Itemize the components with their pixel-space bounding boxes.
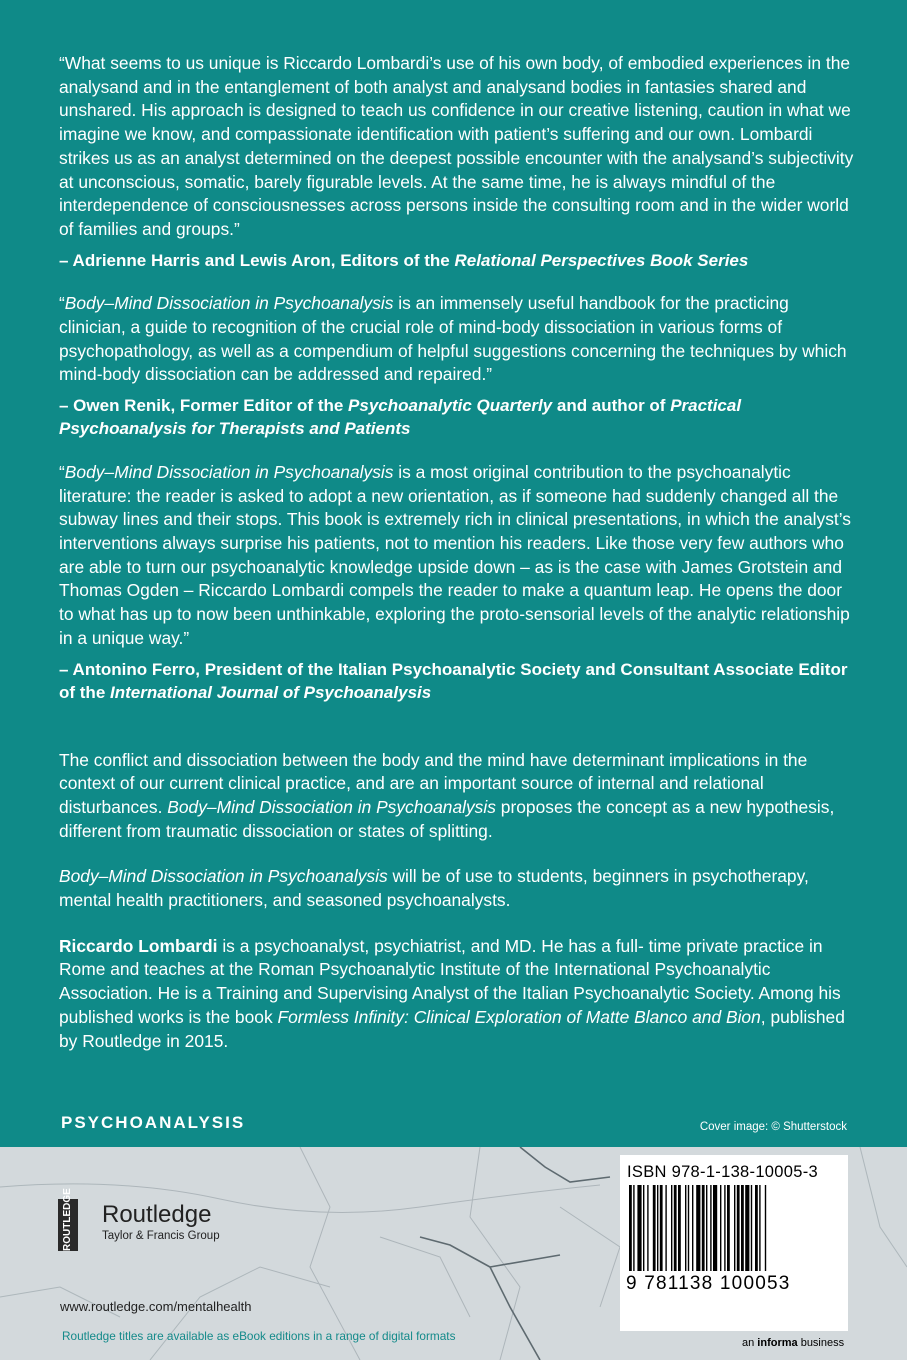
isbn-barcode-box — [620, 1155, 848, 1331]
ebook-note: Routledge titles are available as eBook editions in a range of digital formats — [62, 1329, 456, 1343]
cover-credit: Cover image: © Shutterstock — [699, 1121, 847, 1133]
publisher-name: Routledge — [102, 1201, 212, 1228]
author-name: Riccardo Lombardi — [59, 935, 218, 956]
subject-category: PSYCHOANALYSIS — [61, 1113, 246, 1132]
barcode-digits: 9 781138 100053 — [626, 1273, 791, 1294]
audience-paragraph: Body–Mind Dissociation in Psychoanalysis will be of use to students, beginners in psychotherapy, mental health practitioners, and seasoned psychoanalysts. — [59, 866, 809, 911]
routledge-mark: ROUTLEDGE — [58, 1199, 78, 1251]
publisher-group: Taylor & Francis Group — [102, 1230, 220, 1242]
author-bio: Riccardo Lombardi is a psychoanalyst, psychiatrist, and MD. He has a full- time private practice in Rome and teaches at the Roman Psychoanalytic Institute of the International Psychoanalytic Association. He is a Training and Supervising Analyst of the Italian Psychoanalytic Society. Among his published works is the book Formless Infinity: Clinical Exploration of Matte Blanco and Bion, published by Routledge in 2015. — [59, 935, 845, 1051]
publisher-url[interactable]: www.routledge.com/mentalhealth — [60, 1299, 252, 1314]
endorsement-attribution: – Antonino Ferro, President of the Italian Psychoanalytic Society and Consultant Associate Editor of the International Journal of Psychoanalysis — [59, 659, 848, 703]
informa-business: an informa business — [742, 1337, 845, 1349]
text-column — [59, 52, 859, 1053]
barcode-icon — [627, 1185, 841, 1277]
endorsement-attribution: – Owen Renik, Former Editor of the Psychoanalytic Quarterly and author of Practical Psychoanalysis for Therapists and Patients — [59, 395, 742, 439]
endorsement-quote: “Body–Mind Dissociation in Psychoanalysis is an immensely useful handbook for the practicing clinician, a guide to recognition of the crucial role of mind-body dissociation in various forms of psychopathology, as well as a compendium of helpful suggestions concerning the techniques by which mind-body dissociation can be addressed and repaired.” — [59, 293, 847, 385]
endorsement-attribution: – Adrienne Harris and Lewis Aron, Editors of the Relational Perspectives Book Series — [59, 250, 749, 270]
cracked-ground-strip — [0, 1147, 907, 1360]
routledge-logo — [58, 1188, 248, 1252]
endorsement-3 — [59, 461, 859, 705]
description-paragraph: The conflict and dissociation between the body and the mind have determinant implications in the context of our current clinical practice, and are an important source of internal and relational disturbances. Body–Mind Dissociation in Psychoanalysis proposes the concept as a new hypothesis, different from traumatic dissociation or states of splitting. — [59, 749, 835, 841]
endorsement-quote: “Body–Mind Dissociation in Psychoanalysis is a most original contribution to the psychoanalytic literature: the reader is asked to adopt a new orientation, as if someone had suddenly changed all the subway lines and their stops. This book is extremely rich in clinical presentations, in which the analyst’s interventions always surprise his patients, not to mention his readers. Like those very few authors who are able to turn our psychoanalytic knowledge upside down – as is the case with James Grotstein and Thomas Ogden – Riccardo Lombardi compels the reader to make a quantum leap. He opens the door to what has up to now been unthinkable, exploring the proto-sensorial levels of the analytic relationship in a unique way.” — [59, 461, 851, 648]
endorsement-quote: “What seems to us unique is Riccardo Lombardi’s use of his own body, of embodied experiences in the analysand and in the entanglement of both analyst and analysand bodies in fantasies shared and unshared. His approach is designed to teach us confidence in our creative listening, caution in what we imagine we know, and compassionate identification with patient’s suffering and our own. Lombardi strikes us as an analyst determined on the deepest possible encounter with the analysand’s subjectivity at unconscious, somatic, barely figurable levels. At the same time, he is always mindful of the interdependence of consciousnesses across persons inside the consulting room and in the wider world of families and groups.” — [59, 53, 854, 239]
endorsement-2 — [59, 292, 859, 441]
endorsement-1 — [59, 52, 859, 272]
isbn-label: ISBN 978-1-138-10005-3 — [627, 1163, 818, 1181]
